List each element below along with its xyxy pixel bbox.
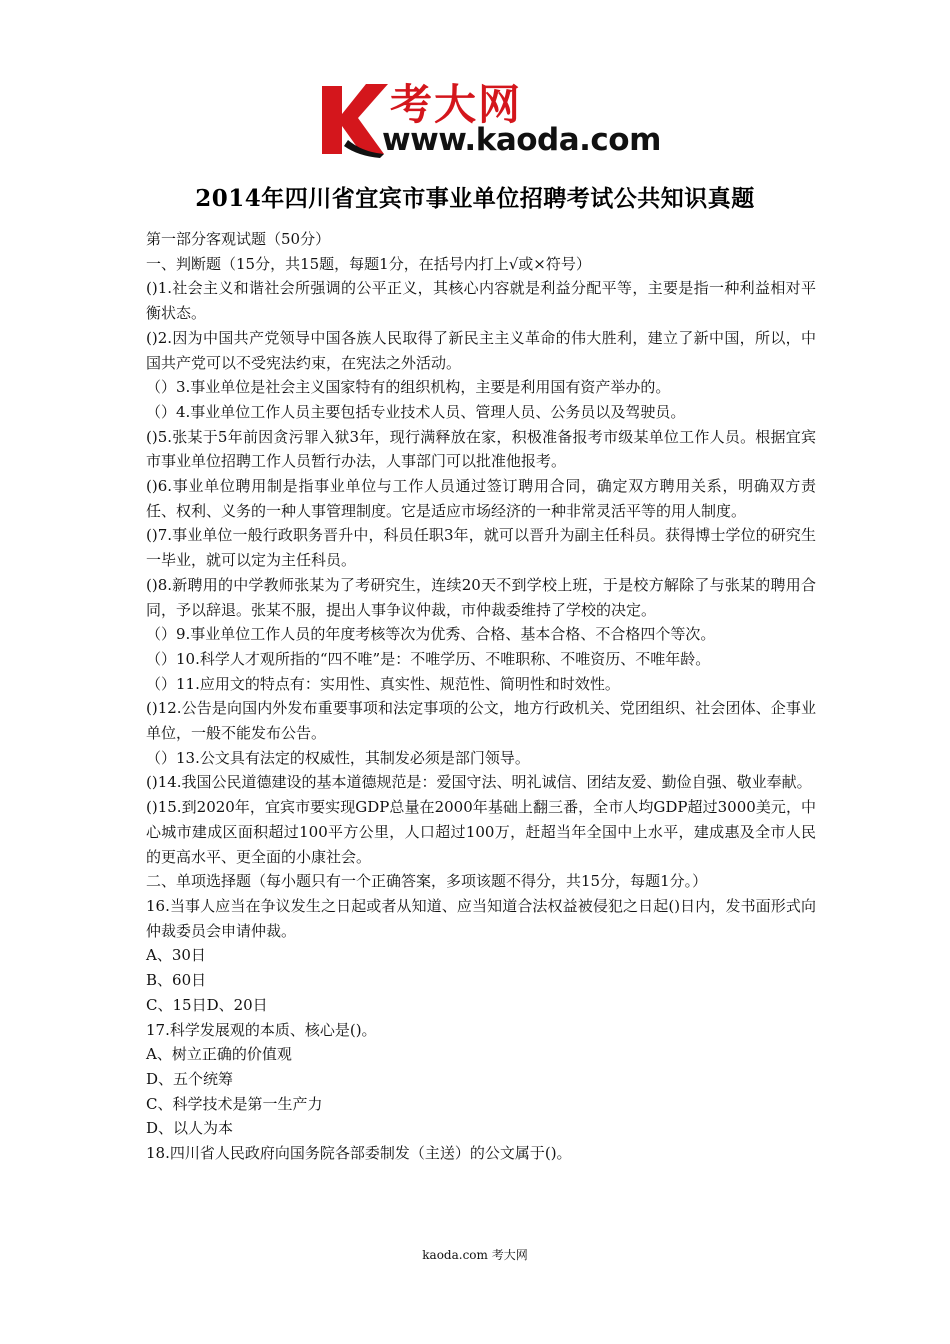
page-footer[interactable]: kaoda.com 考大网 bbox=[422, 1248, 528, 1262]
section-heading: 一、判断题（15分，共15题，每题1分，在括号内打上√或×符号） bbox=[146, 254, 591, 273]
question-item: ()12.公告是向国内外发布重要事项和法定事项的公文，地方行政机关、党团组织、社会团体、企事业单位，一般不能发布公告。 bbox=[146, 699, 816, 743]
question-item: ()2.因为中国共产党领导中国各族人民取得了新民主主义革命的伟大胜利，建立了新中国，所以，中国共产党可以不受宪法约束，在宪法之外活动。 bbox=[146, 328, 816, 372]
question-item: ()15.到2020年，宜宾市要实现GDP总量在2000年基础上翻三番，全市人均GDP超过3000美元，中心城市建成区面积超过100平方公里，人口超过100万，赶超当年全国中上水平，建成惠及全市人民的更高水平、更全面的小康社会。 bbox=[146, 798, 816, 866]
answer-option: A、树立正确的价值观 bbox=[146, 1045, 292, 1064]
logo-chinese-text: 考大网 bbox=[390, 80, 523, 129]
document-body bbox=[146, 227, 816, 1166]
answer-option: D、五个统筹 bbox=[146, 1069, 234, 1088]
logo-url-text: www.kaoda.com bbox=[382, 122, 661, 158]
answer-option: C、15日D、20日 bbox=[146, 995, 268, 1014]
answer-option: B、60日 bbox=[146, 971, 207, 990]
answer-option: A、30日 bbox=[146, 946, 206, 965]
question-item: 18.四川省人民政府向国务院各部委制发（主送）的公文属于()。 bbox=[146, 1144, 572, 1163]
question-item: ()6.事业单位聘用制是指事业单位与工作人员通过签订聘用合同，确定双方聘用关系，明确双方责任、权利、义务的一种人事管理制度。它是适应市场经济的一种非常灵活平等的用人制度。 bbox=[146, 477, 816, 520]
question-item: ()7.事业单位一般行政职务晋升中，科员任职3年，就可以晋升为副主任科员。获得博士学位的研究生一毕业，就可以定为主任科员。 bbox=[146, 526, 816, 570]
question-item: ()5.张某于5年前因贪污罪入狱3年，现行满释放在家，积极准备报考市级某单位工作人员。根据宜宾市事业单位招聘工作人员暂行办法，人事部门可以批准他报考。 bbox=[146, 427, 816, 471]
question-item: （）11.应用文的特点有：实用性、真实性、规范性、简明性和时效性。 bbox=[146, 674, 620, 693]
question-item: 16.当事人应当在争议发生之日起或者从知道、应当知道合法权益被侵犯之日起()日内，发书面形式向仲裁委员会申请仲裁。 bbox=[146, 896, 816, 940]
question-item: （）4.事业单位工作人员主要包括专业技术人员、管理人员、公务员以及驾驶员。 bbox=[146, 402, 686, 421]
answer-option: D、以人为本 bbox=[146, 1119, 234, 1138]
kaoda-logo[interactable] bbox=[318, 78, 661, 160]
question-item: ()14.我国公民道德建设的基本道德规范是：爱国守法、明礼诚信、团结友爱、勤俭自强、敬业奉献。 bbox=[146, 773, 812, 792]
section-heading: 第一部分客观试题（50分） bbox=[146, 230, 331, 248]
question-item: （）13.公文具有法定的权威性，其制发必须是部门领导。 bbox=[146, 748, 530, 767]
question-item: ()1.社会主义和谐社会所强调的公平正义，其核心内容就是利益分配平等，主要是指一种利益相对平衡状态。 bbox=[146, 279, 816, 323]
k-logo-icon bbox=[318, 78, 390, 160]
question-item: （）10.科学人才观所指的“四不唯”是：不唯学历、不唯职称、不唯资历、不唯年龄。 bbox=[146, 649, 711, 668]
question-item: （）3.事业单位是社会主义国家特有的组织机构，主要是利用国有资产举办的。 bbox=[146, 378, 671, 397]
document-title: 2014年四川省宜宾市事业单位招聘考试公共知识真题 bbox=[195, 185, 755, 212]
question-item: ()8.新聘用的中学教师张某为了考研究生，连续20天不到学校上班，于是校方解除了与张某的聘用合同，予以辞退。张某不服，提出人事争议仲裁，市仲裁委维持了学校的决定。 bbox=[146, 575, 816, 619]
answer-option: C、科学技术是第一生产力 bbox=[146, 1094, 323, 1113]
question-item: 17.科学发展观的本质、核心是()。 bbox=[146, 1020, 377, 1039]
section-heading: 二、单项选择题（每小题只有一个正确答案，多项该题不得分，共15分，每题1分。） bbox=[146, 872, 708, 891]
question-item: （）9.事业单位工作人员的年度考核等次为优秀、合格、基本合格、不合格四个等次。 bbox=[146, 625, 716, 644]
